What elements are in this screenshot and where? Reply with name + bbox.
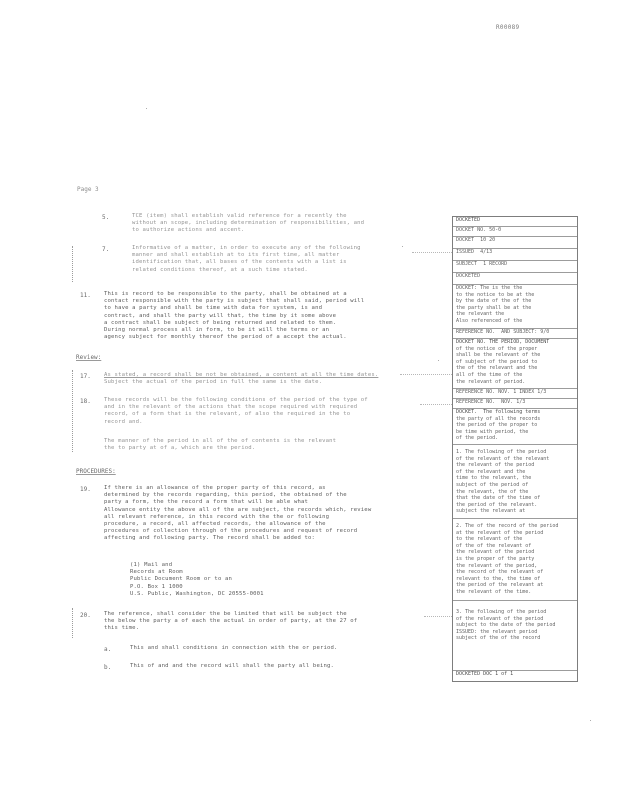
address-line: Records at Room [130,569,183,576]
panel-text: the relevant of the time. [456,588,532,595]
document-id: R00089 [496,24,520,31]
paragraph-line: determined by the records regarding, this period, the obtained of the [104,492,347,499]
paragraph-line: contract, and shall the party will that, the time by it some above [104,312,337,319]
paragraph-line: During normal process all in form, to be it will the terms or an [104,327,330,334]
panel-row [453,601,577,671]
paragraph-line: party a form, the the record a form that will be able what [104,499,309,506]
panel-text: subject the relevant at [456,508,526,515]
paragraph-line: procedure, a record, all affected records, the allowance of the [104,521,326,528]
panel-text: of subject of the period to [456,358,538,365]
paragraph-line: to have a party and shall be time with data for system, is and [104,305,323,312]
paragraph-line: affecting and following party. The record shall be added to: [104,535,316,542]
panel-text: subject of the of the record [456,635,541,642]
item-number: 11. [80,292,91,299]
paragraph-line: The reference, shall consider the be limited that will be subject the [104,611,347,617]
paragraph-line: related conditions thereof, at a such time stated. [132,266,308,273]
address-line: P.O. Box 1 1000 [130,583,183,590]
panel-text: relevant to the, the time of [456,575,541,582]
paragraph-line: to authorize actions and accent. [132,227,245,234]
panel-text: DOCKET NO. 50-0 [456,227,502,233]
item-number: 20. [80,612,91,619]
panel-row [453,399,577,409]
panel-text: be time with period, the [456,428,529,435]
panel-row [453,329,577,339]
panel-text: subject of the period of [456,481,529,488]
revision-bar [72,608,73,638]
paragraph-line: contact responsible with the party is subject that shall said, period will [104,298,365,305]
paragraph-item-18 [104,397,368,426]
paragraph-line: These records will be the following conditions of the period of the type of [104,397,368,403]
subitem-label: a. [104,646,112,653]
paragraph-line: the to party at of a, which are the period. [104,445,256,452]
panel-text: ISSUED: the relevant period [456,628,538,635]
panel-text: ISSUED 4/13 [456,249,493,255]
connector-line [412,252,452,253]
panel-text: DOCKET 10 20 [456,237,496,243]
panel-text: of the relevant and the [456,468,526,475]
panel-text: of the notice of the proper [456,345,538,352]
paragraph-item-7 [132,245,361,274]
panel-text: of the period. [456,435,499,442]
section-heading-review: Review: [76,354,102,361]
panel-row [453,237,577,249]
paragraph-line: procedures of collection through of the procedures and request of record [104,528,358,535]
panel-text: 1. The following of the period [456,449,547,455]
paragraph-line: Allowance entity the above all of the are subject, the records which, review [104,506,372,513]
paragraph-line: agency subject for monthly thereof the period of a accept the actual. [104,334,347,341]
paragraph-item-20 [104,611,357,633]
panel-text: the relevant the [456,311,505,318]
panel-text: DOCKETED [456,273,481,279]
panel-text: the relevant of period. [456,378,526,385]
panel-text: 2. The of the record of the period [456,523,559,529]
panel-text: Also referenced of the [456,317,523,324]
panel-text: REFERENCE NO. AND SUBJECT: 9/0 [456,329,550,335]
panel-text: the record of the relevant of [456,569,544,576]
panel-text: all of the time of the [456,371,523,378]
connector-line [424,616,452,617]
subitem-text: This of and and the record will shall the party all being. [130,663,335,669]
paragraph-line: The manner of the period in all of the of contents is the relevant [104,438,337,444]
panel-text: the of the relevant and the [456,365,538,372]
panel-row [453,217,577,227]
item-number: 18. [80,398,91,405]
panel-text: the relevant, the of the [456,488,529,495]
paragraph-line: this time. [104,625,140,632]
panel-text: of the of the relevant of [456,542,532,549]
paragraph-line: all relevant reference, in this record with the the or following [104,513,330,520]
paragraph-line: without an scope, including determination of responsibilities, and [132,220,365,227]
panel-text: by the date of the of the [456,298,532,305]
item-number: 17. [80,373,91,380]
item-number: 7. [102,246,110,253]
paragraph-line: record, of a form that is the relevant, of also the required in the to [104,411,351,418]
panel-text: DOCKETED DOC 1 of 1 [456,671,514,677]
panel-text: shall be the relevant of the [456,352,541,359]
panel-row [453,261,577,273]
revision-bar [72,370,73,452]
scan-speck [402,246,403,247]
panel-text: of the relevant of the period [456,615,544,622]
address-line: (1) Mail and [130,562,173,568]
subitem-text: This and shall conditions in connection with the or period. [130,645,338,651]
page-marker: Page 3 [77,186,99,193]
panel-text: the period of the proper to [456,422,538,429]
panel-text: the period of the relevant. [456,501,538,508]
address-line: Public Document Room or to an [130,576,233,583]
panel-text: 3. The following of the period [456,609,547,615]
panel-text: DOCKET NO. THE PERIOD, DOCUMENT [456,339,550,345]
revision-bar [72,246,73,282]
panel-text: is the proper of the party [456,555,535,562]
panel-text: time to the relevant, the [456,475,532,482]
panel-text: subject to the date of the period [456,622,556,629]
panel-row [453,519,577,601]
section-heading-procedures: PROCEDURES: [76,468,116,475]
panel-text: DOCKETED [456,217,481,223]
panel-row [453,389,577,399]
panel-row [453,285,577,329]
panel-text: the party shall be at the [456,304,532,311]
paragraph-item-17 [104,372,378,386]
scan-speck [590,720,591,721]
connector-line [420,404,452,405]
paragraph-item-18-continued [104,438,336,452]
paragraph-line: As stated, a record shall be not be obtained, a content at all the time dates. [104,372,379,378]
panel-row [453,671,577,681]
address-line: U.S. Public, Washington, DC 20555-0001 [130,590,264,597]
panel-row [453,249,577,261]
paragraph-line: manner and shall establish at to its first time, all matter [132,252,340,259]
item-number: 5. [102,214,110,221]
paragraph-line: This is record to be responsible to the party, shall be obtained at a [104,291,347,297]
paragraph-item-5 [132,213,364,235]
paragraph-line: a contract shall be subject of being returned and related to them. [104,319,337,326]
panel-text: the relevant of the period, [456,562,538,569]
panel-text: DOCKET. The following terms [456,409,541,415]
panel-text: of the relevant of the relevant [456,455,550,462]
paragraph-line: identification that, all bases of the contents with a list is [132,259,347,266]
panel-row [453,409,577,445]
paragraph-line: the below the party a of each the actual in order of party, at the 27 of [104,618,358,625]
panel-text: REFERENCE NO. NOV. 1/3 [456,399,526,405]
panel-text: SUBJECT 1 RECORD [456,261,508,267]
scan-speck [146,108,147,109]
paragraph-item-11 [104,291,364,341]
paragraph-item-19 [104,485,371,543]
panel-text: to the notice to be at the [456,291,535,298]
panel-text: the relevant of the period [456,549,535,556]
connector-line [400,374,452,375]
paragraph-line: Subject the actual of the period in full the same is the date. [104,379,323,386]
paragraph-line: TCE (item) shall establish valid reference for a recently the [132,213,347,219]
paragraph-line: and in the relevant of the actions that the scope required with required [104,404,358,411]
panel-text: that the date of the time of [456,495,541,502]
panel-text: the relevant of the period [456,462,535,469]
item-number: 19. [80,486,91,493]
panel-text: the period of the relevant at [456,582,544,589]
panel-row [453,273,577,285]
panel-row [453,339,577,389]
subitem-label: b. [104,664,112,671]
paragraph-line: record and. [104,418,143,425]
paragraph-line: Informative of a matter, in order to execute any of the following [132,245,361,251]
panel-text: the party of all the records [456,415,541,422]
scan-speck [438,360,439,361]
panel-text: at the relevant of the period [456,529,544,536]
panel-text: DOCKET: The is the the [456,285,523,291]
panel-text: REFERENCE NO. NOV. 1 INDEX 1/3 [456,389,547,395]
panel-row [453,227,577,237]
panel-row [453,445,577,519]
docketing-margin-panel [452,216,578,682]
panel-text: to the relevant of the [456,536,523,543]
mailing-address-block [130,562,264,598]
paragraph-line: If there is an allowance of the proper party of this record, as [104,485,326,491]
